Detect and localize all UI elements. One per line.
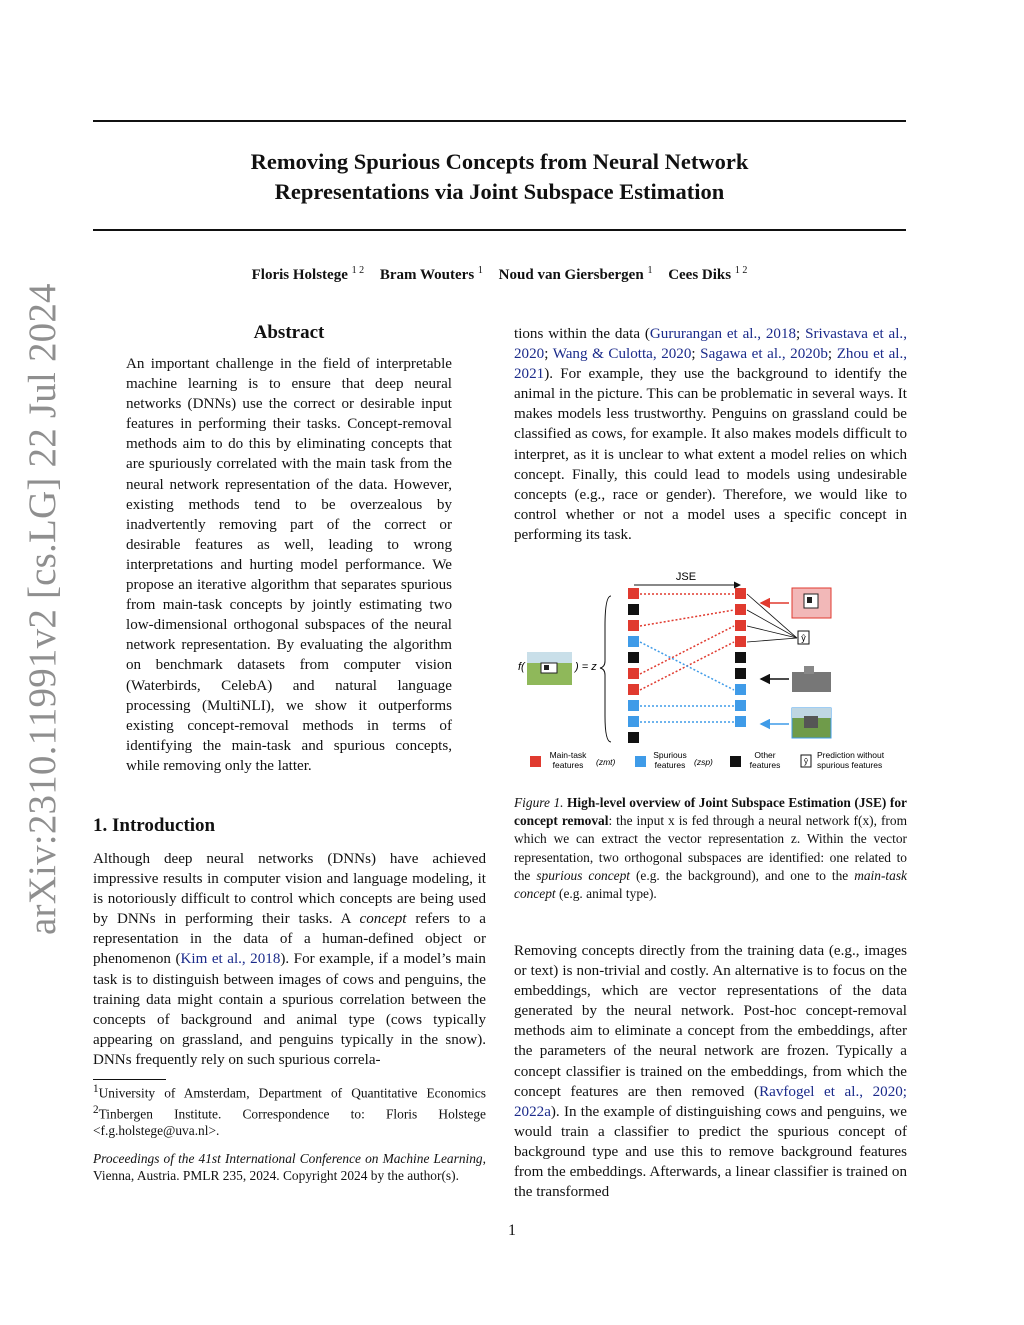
svg-text:Spuriousfeatures: Spurious features	[653, 750, 687, 770]
author-list	[93, 265, 906, 284]
citation-link[interactable]: Kim et al., 2018	[180, 951, 281, 968]
svg-text:Main-taskfeatures: Main-task features	[549, 750, 587, 770]
abstract-heading: Abstract	[253, 322, 325, 343]
feature-box	[735, 604, 746, 615]
feature-box	[628, 620, 639, 631]
brace	[600, 596, 611, 742]
proceedings-note: Proceedings of the 41st International Conference on Machine Learning, Vienna, Austria. PMLR 235, 2024. Copyright 2024 by the author(s).	[93, 1151, 486, 1184]
feature-box	[735, 684, 746, 695]
legend-spurious-label: Spurious	[653, 750, 687, 760]
svg-text:Prediction withoutspurious fea: Prediction without spurious features	[817, 750, 885, 770]
legend-other-swatch	[730, 756, 741, 767]
feature-box	[628, 604, 639, 615]
feature-box	[628, 636, 639, 647]
title-line-2: Representations via Joint Subspace Estimation	[274, 179, 725, 204]
citation-link[interactable]: Ravfogel et al., 2020; 2022a	[514, 1083, 907, 1120]
jse-label: JSE	[675, 571, 697, 583]
section-heading-introduction: 1. Introduction	[93, 815, 216, 836]
page-number: 1	[508, 1222, 516, 1239]
legend-main-label: Main-task	[549, 750, 587, 760]
title-line-1: Removing Spurious Concepts from Neural Network	[250, 149, 749, 174]
svg-text:ŷ: ŷ	[804, 757, 808, 766]
legend-spurious-symbol: (zsp)	[694, 757, 713, 767]
feature-box	[628, 716, 639, 727]
right-column-paragraph-1: tions within the data (Gururangan et al., 2018; Srivastava et al., 2020; Wang & Culotta, 2020; Sagawa et al., 2020b; Zhou et al., 2021). For example, they use the background to identify the animal in the picture. This can be problematic in several ways. It makes models less trustworthy. Penguins on grassland could be classified as cows, for example. It also makes models difficult to interpret, as it is unclear to what extent a model relies on which concept. Finally, this could lead to models using undesirable concepts (e.g., race or gender). Therefore, we would like to control whether or not a model uses a specific concept in performing its task.	[514, 326, 908, 543]
affiliation-footnote: $^1$University of Amsterdam, Department of Quantitative Economics $^2$Tinbergen Institute. Correspondence to: Floris Holstege <f.g.holstege@uva.nl>.	[93, 1083, 486, 1139]
introduction-paragraph: Although deep neural networks (DNNs) have achieved impressive results in computer vision and language modeling, it is notoriously difficult to control which concepts are being used by DNNs in performing their tasks. A concept refers to a representation in the data of a human-defined object or phenomenon (Kim et al., 2018). For example, if a model’s main task is to distinguish between images of cows and penguins, the training data might contain a spurious correlation between the concepts of background and animal type (cows typically appearing on grassland, and penguins typically in the snow). DNNs frequently rely on such spurious correla-	[93, 851, 486, 1068]
feature-box	[628, 588, 639, 599]
svg-text:ŷ: ŷ	[801, 633, 806, 643]
author: Cees Diks $^{1 2}$	[668, 265, 748, 283]
feature-box	[735, 652, 746, 663]
feature-box	[628, 652, 639, 663]
feature-box	[735, 668, 746, 679]
citation-link[interactable]: Zhou et al., 2021	[514, 346, 908, 383]
feature-box	[628, 668, 639, 679]
title-rule-top	[93, 120, 906, 122]
legend-main-swatch	[530, 756, 541, 767]
citation-link[interactable]: Wang & Culotta, 2020	[552, 346, 692, 363]
z-label: ) = z	[575, 661, 597, 673]
author: Bram Wouters $^1$	[379, 265, 483, 283]
f-label: f(	[518, 661, 525, 673]
feature-box	[735, 636, 746, 647]
citation-link[interactable]: Sagawa et al., 2020b	[700, 346, 828, 363]
right-column-paragraph-2: Removing concepts directly from the training data (e.g., images or text) is non-trivial and costly. An alternative is to focus on the embeddings, which are vector representations of the data generated by the neural network. Post-hoc concept-removal methods aim to eliminate a concept from the embeddings, after the parameters of the neural network are frozen. Typically a concept classifier is trained on the embeddings, from which the concept features are then removed (Ravfogel et al., 2020; 2022a). In the example of distinguishing cows and penguins, we would train a classifier to predict the spurious concept of background type and use this to remove background features from the embeddings. Afterwards, a linear classifier is trained on the transformed	[514, 943, 907, 1201]
legend-spurious-swatch	[635, 756, 646, 767]
feature-box	[628, 684, 639, 695]
figure-legend	[530, 750, 885, 770]
author: Floris Holstege $^{1 2}$	[251, 265, 365, 283]
feature-box	[735, 620, 746, 631]
figure-jse-overview	[514, 566, 907, 780]
right-feature-column	[735, 588, 746, 727]
prediction-lines	[747, 594, 797, 642]
title-rule-bottom	[93, 229, 906, 231]
arxiv-stamp: arXiv:2310.11991v2 [cs.LG] 22 Jul 2024	[21, 283, 64, 935]
footnote-rule	[93, 1079, 166, 1080]
paper-title	[93, 147, 906, 207]
svg-text:Otherfeatures: Other features	[749, 750, 781, 770]
abstract-text: An important challenge in the field of interpretable machine learning is to ensure that deep neural networks (DNNs) use the correct or desirable input features in performing their tasks. Concept-removal methods aim to do this by eliminating concepts that are spuriously correlated with the main task from the neural network representation of the data. However, existing methods tend to be overzealous by inadvertently removing part of the correct or desirable features as well, leading to wrong interpretations and hurting model performance. We propose an iterative algorithm that separates spurious from main-task concepts by jointly estimating two low-dimensional orthogonal subspaces of the neural network representation. By evaluating the algorithm on benchmark datasets from computer vision (Waterbirds, CelebA) and natural language processing (MultiNLI), we show it outperforms existing concept-removal methods in terms of identifying the main-task and spurious concepts, while removing only the latter.	[126, 356, 452, 774]
citation-link[interactable]: Gururangan et al., 2018	[649, 326, 797, 342]
feature-box	[735, 716, 746, 727]
legend-other-label: Other	[754, 750, 776, 760]
feature-box	[735, 588, 746, 599]
feature-box	[735, 700, 746, 711]
author: Noud van Giersbergen $^1$	[498, 265, 653, 283]
legend-pred-label: Prediction without	[817, 750, 885, 760]
citation-link[interactable]: Srivastava et al., 2020	[514, 326, 907, 363]
mapping-lines	[640, 594, 734, 722]
legend-main-symbol: (zmt)	[596, 757, 616, 767]
left-feature-column	[628, 588, 639, 743]
feature-box	[628, 700, 639, 711]
figure-caption: Figure 1. High-level overview of Joint Subspace Estimation (JSE) for concept removal: the input x is fed through a neural network f(x), from which we can extract the vector representation z. Within the vector representation, two orthogonal subspaces are identified: one related to the spurious concept (e.g. the background), and one to the main-task concept (e.g. animal type).	[514, 795, 907, 902]
feature-box	[628, 732, 639, 743]
jse-diagram	[514, 566, 907, 780]
